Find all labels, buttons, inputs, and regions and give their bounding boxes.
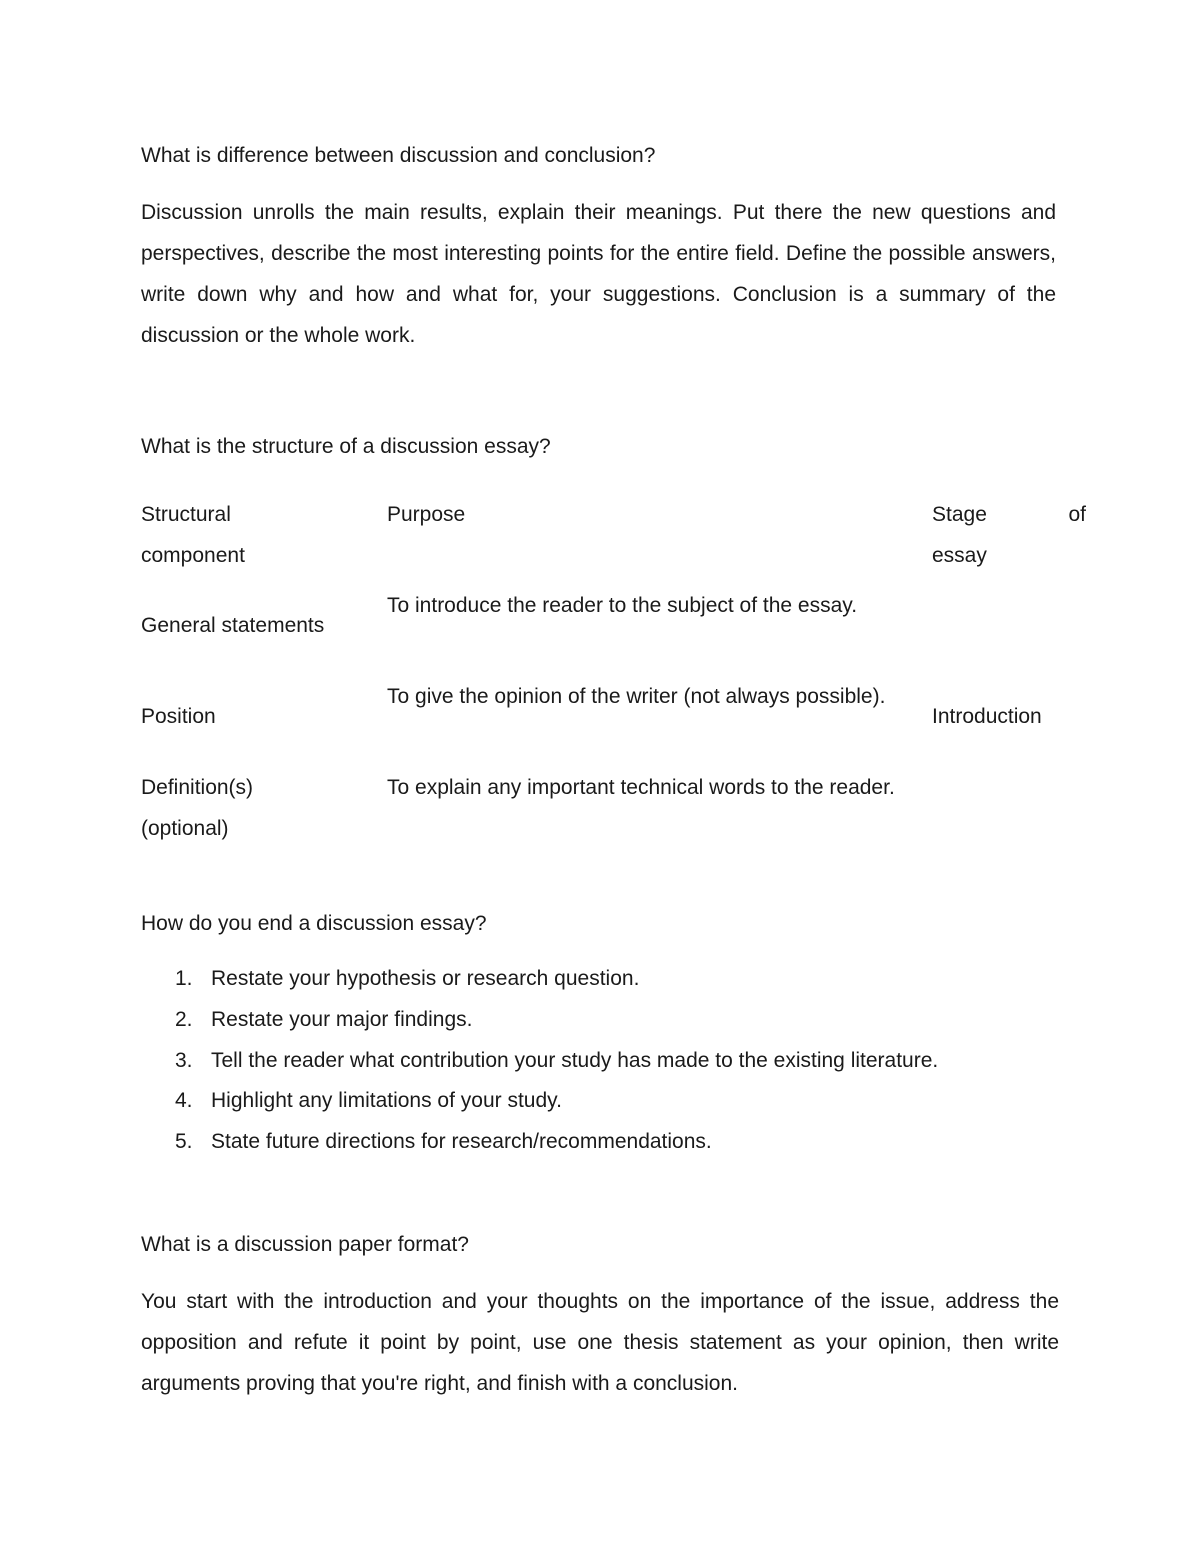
answer-format: You start with the introduction and your thoughts on the importance of the issue, address the opposition and refute it point by point, use one thesis statement as your opinion, then write arguments proving that you're right, and finish with a conclusion. [141,1290,1059,1395]
list-item: 5. State future directions for research/recommendations. [175,1130,712,1153]
list-item: 1. Restate your hypothesis or research question. [175,967,640,990]
table-header-stage: Stage of essay [932,503,1086,567]
question-end: How do you end a discussion essay? [141,912,487,935]
ending-steps-list [141,959,1091,1163]
table-stage-introduction: Introduction [932,705,1042,728]
table-row-3-purpose: To explain any important technical words to the reader. [387,776,895,799]
list-item: 4. Highlight any limitations of your study. [175,1089,562,1113]
question-structure: What is the structure of a discussion essay? [141,435,551,458]
list-item: 3. Tell the reader what contribution your study has made to the existing literature. [175,1048,939,1072]
list-item: 2. Restate your major findings. [175,1007,473,1031]
table-row-1-component: General statements [141,614,325,637]
answer-difference: Discussion unrolls the main results, explain their meanings. Put there the new questions and perspectives, describe the most interesting points for the entire field. Define the possible answers, write down why and how and what for, your suggestions. Conclusion is a summary of the discussion or the whole work. [141,201,1056,347]
question-format: What is a discussion paper format? [141,1233,469,1256]
table-header-purpose: Purpose [387,503,466,526]
table-row-2-purpose: To give the opinion of the writer (not always possible). [387,685,886,708]
question-difference: What is difference between discussion and conclusion? [141,144,656,167]
table-row-2-component: Position [141,705,216,728]
table-row-3-component: Definition(s) (optional) [141,776,254,840]
table-header-component: Structural component [141,503,245,567]
table-row-1-purpose: To introduce the reader to the subject of the essay. [387,594,858,617]
